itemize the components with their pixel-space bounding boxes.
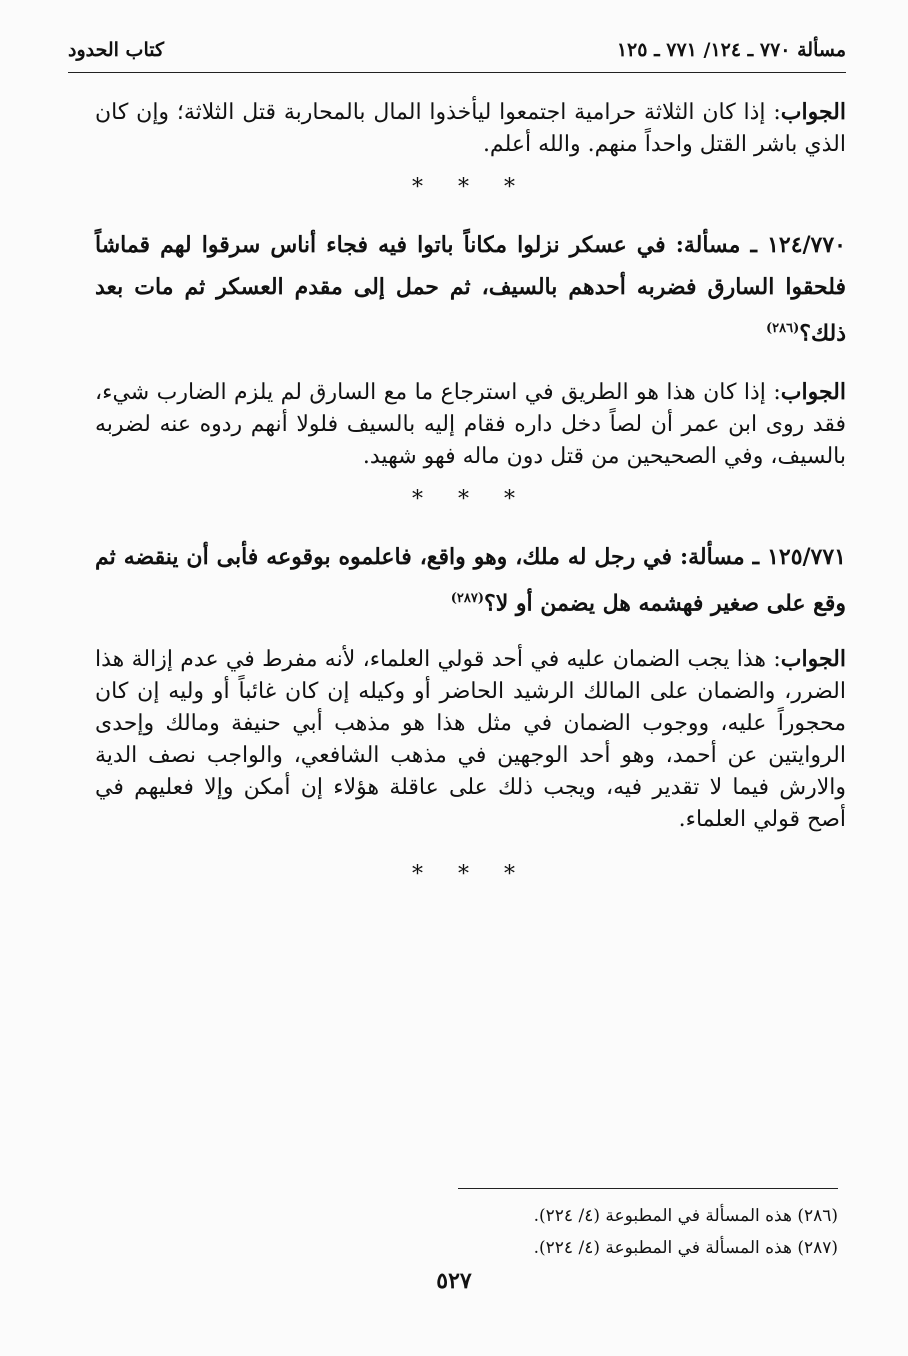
section-divider: * * * — [412, 175, 529, 200]
footnote-ref: (٢٨٦) — [766, 321, 800, 336]
page-body — [95, 96, 846, 911]
answer-paragraph — [95, 96, 846, 161]
footnote-rule — [458, 1188, 838, 1189]
footnote: (٢٨٧) هذه المسألة في المطبوعة (٤/ ٢٢٤). — [533, 1238, 838, 1258]
question-number: ١٢٥/٧٧١ ـ مسألة — [688, 544, 846, 571]
answer-label: الجواب — [780, 645, 846, 672]
footnote: (٢٨٦) هذه المسألة في المطبوعة (٤/ ٢٢٤). — [533, 1206, 838, 1226]
header-book-title: كتاب الحدود — [68, 39, 165, 61]
question-text: : في عسكر نزلوا مكاناً باتوا فيه فجاء أناس سرقوا لهم قماشاً فلحقوا السارق فضربه أحدهم بالسيف، ثم حمل إلى مقدم العسكر ثم مات بعد ذلك؟ — [95, 232, 846, 347]
answer-text: : إذا كان الثلاثة حرامية اجتمعوا ليأخذوا المال بالمحاربة قتل الثلاثة؛ وإن كان الذي باشر القتل واحداً منهم. والله أعلم. — [95, 100, 846, 157]
answer-label: الجواب — [780, 99, 846, 125]
answer-paragraph — [95, 643, 846, 836]
footnotes — [418, 1200, 838, 1264]
footnote-ref: (٢٨٧) — [450, 591, 485, 607]
question-paragraph — [95, 224, 846, 354]
running-header — [68, 28, 846, 73]
answer-text: : إذا كان هذا هو الطريق في استرجاع ما مع السارق لم يلزم الضارب شيء، فقد روى ابن عمر أن لصاً دخل داره فقام إليه بالسيف فلولا أنهم ردوه عنه لضربه بالسيف، وفي الصحيحين من قتل دون ماله فهو شهيد. — [95, 380, 846, 470]
section-divider: * * * — [412, 487, 529, 513]
section-divider: * * * — [412, 861, 529, 887]
question-number: ١٢٤/٧٧٠ ـ مسألة — [683, 232, 846, 258]
question-paragraph — [95, 536, 846, 624]
answer-text: : هذا يجب الضمان عليه في أحد قولي العلماء، لأنه مفرط في عدم إزالة هذا الضرر، والضمان على المالك الرشيد الحاضر أو وكيله إن كان غائباً أو وليه إن كان محجوراً عليه، ووجوب الضمان في مثل هذا هو مذهب أبي حنيفة ومالك وإحدى الروايتين عن أحمد، وهو أحد الوجهين في مذهب الشافعي، والواجب نصف الدية والارش فيما لا تقدير فيه، ويجب ذلك على عاقلة هؤلاء إن أمكن وإلا فعليهم في أصح قولي العلماء. — [95, 646, 846, 832]
answer-paragraph — [95, 376, 846, 473]
question-text: : في رجل له ملك، وهو واقع، فاعلموه بوقوعه فأبى أن ينقضه ثم وقع على صغير فهشمه هل يضمن أو لا؟ — [95, 544, 846, 617]
answer-label: الجواب — [780, 379, 846, 406]
header-issue-numbers: مسألة ٧٧٠ ـ ١٢٤/ ٧٧١ ـ ١٢٥ — [616, 39, 846, 61]
page-number: ٥٢٧ — [436, 1268, 472, 1294]
